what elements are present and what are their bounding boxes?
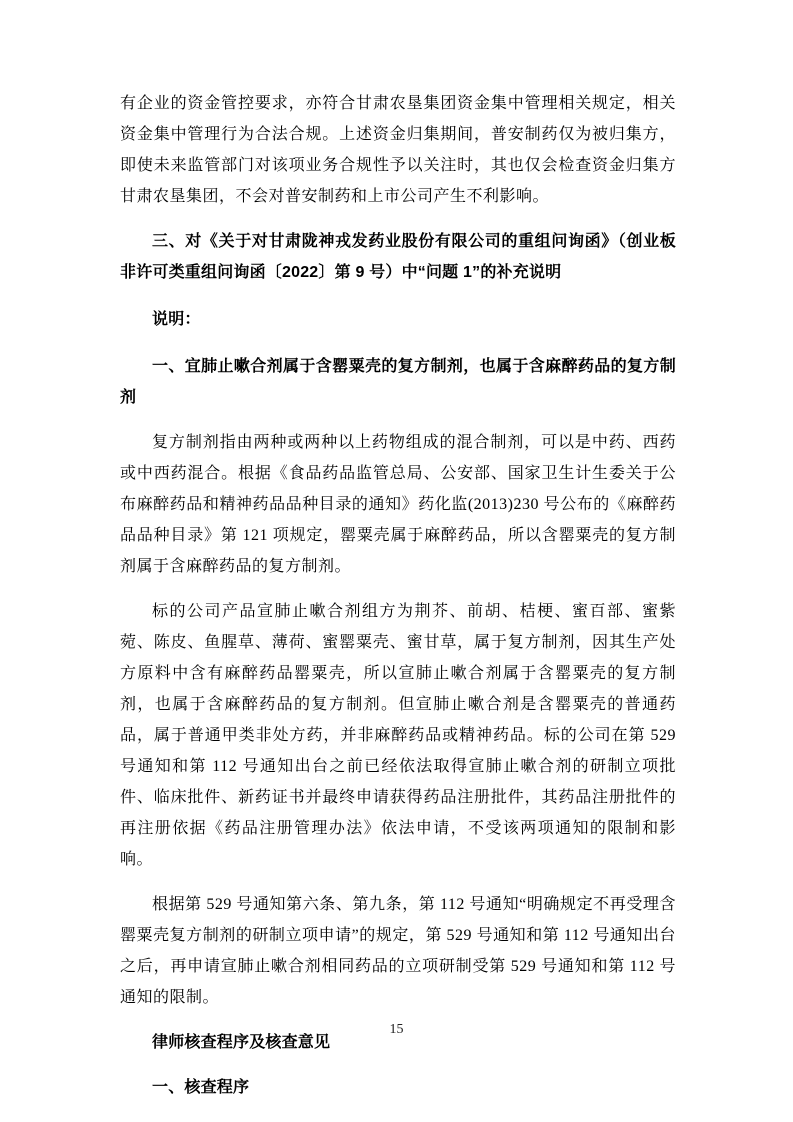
label-explanation: 说明： [152,311,201,328]
paragraph-notice-restrictions: 根据第 529 号通知第六条、第九条，第 112 号通知“明确规定不再受理含罂粟壳复方制剂的研制立项申请”的规定，第 529 号通知和第 112 号通知出台之后，再申请宣肺止嗽合剂相同药品的立项研制受第 529 号通知和第 112 号通知的限制。 [120,896,676,1006]
paragraph-compound-definition: 复方制剂指由两种或两种以上药物组成的混合制剂，可以是中药、西药或中西药混合。根据《食品药品监管总局、公安部、国家卫生计生委关于公布麻醉药品和精神药品品种目录的通知》药化监(2013)230 号公布的《麻醉药品品种目录》第 121 项规定，罂粟壳属于麻醉药品，所以含罂粟壳的复方制剂属于含麻醉药品的复方制剂。 [120,434,676,575]
heading-lawyer-verification-opinion: 律师核查程序及核查意见 [152,1034,331,1051]
page-number: 15 [389,1022,404,1037]
subheading-verification-procedure: 一、核查程序 [152,1079,250,1096]
paragraph-product-formula: 标的公司产品宣肺止嗽合剂组方为荆芥、前胡、桔梗、蜜百部、蜜紫菀、陈皮、鱼腥草、薄荷、蜜罂粟壳、蜜甘草，属于复方制剂，因其生产处方原料中含有麻醉药品罂粟壳，所以宣肺止嗽合剂属于含罂粟壳的复方制剂，也属于含麻醉药品的复方制剂。但宣肺止嗽合剂是含罂粟壳的普通药品，属于普通甲类非处方药，并非麻醉药品或精神药品。标的公司在第 529 号通知和第 112 号通知出台之前已经依法取得宣肺止嗽合剂的研制立项批件、临床批件、新药证书并最终申请获得药品注册批件，其药品注册批件的再注册依据《药品注册管理办法》依法申请，不受该两项通知的限制和影响。 [120,603,676,868]
subheading-compound-preparation: 一、宜肺止嗽合剂属于含罂粟壳的复方制剂，也属于含麻醉药品的复方制剂 [120,358,676,406]
section-heading-inquiry-supplement: 三、对《关于对甘肃陇神戎发药业股份有限公司的重组问询函》（创业板非许可类重组问询函〔2022〕第 9 号）中“问题 1”的补充说明 [120,233,676,281]
paragraph-fund-management-continuation: 有企业的资金管控要求，亦符合甘肃农垦集团资金集中管理相关规定，相关资金集中管理行为合法合规。上述资金归集期间，普安制药仅为被归集方，即使未来监管部门对该项业务合规性予以关注时，其也仅会检查资金归集方甘肃农垦集团，不会对普安制药和上市公司产生不利影响。 [120,95,676,205]
document-body [120,88,676,1117]
